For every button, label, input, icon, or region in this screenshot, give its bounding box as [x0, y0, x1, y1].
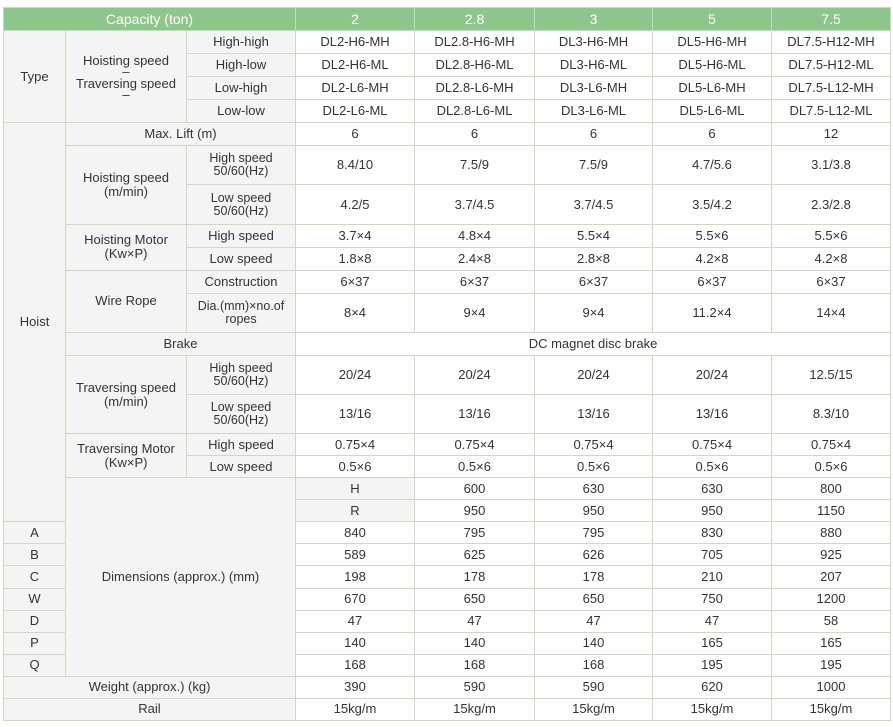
- cell: 4.2/5: [296, 185, 415, 224]
- cell: 5.5×6: [653, 224, 772, 247]
- header-row: [4, 8, 891, 31]
- cell: 1200: [772, 588, 891, 610]
- hoisting-speed-label: Hoisting speed (m/min): [66, 146, 187, 224]
- cell: 0.5×6: [296, 456, 415, 478]
- cell: 8.4/10: [296, 146, 415, 185]
- cell: DL7.5-H12-MH: [772, 31, 891, 54]
- cell: 0.5×6: [772, 456, 891, 478]
- cell: 620: [653, 676, 772, 698]
- cell: 15kg/m: [535, 698, 653, 720]
- cell: DL2-H6-MH: [296, 31, 415, 54]
- cell: 207: [772, 566, 891, 588]
- cell: 9×4: [415, 293, 535, 332]
- cell: DL7.5-H12-ML: [772, 54, 891, 77]
- cell: 8.3/10: [772, 395, 891, 434]
- traversing-speed-label: Traversing speed (m/min): [66, 355, 187, 433]
- table-row: [4, 224, 891, 247]
- cell: DL3-H6-MH: [535, 31, 653, 54]
- cell: 8×4: [296, 293, 415, 332]
- cell: 15kg/m: [415, 698, 535, 720]
- cell: DL7.5-L12-MH: [772, 77, 891, 100]
- cell: 4.2×8: [653, 247, 772, 270]
- cell: DL5-H6-ML: [653, 54, 772, 77]
- cell: 925: [772, 544, 891, 566]
- cell: 140: [535, 632, 653, 654]
- cell: DL7.5-L12-ML: [772, 100, 891, 123]
- hoist-spec-table: [3, 7, 891, 721]
- cell: DL5-L6-MH: [653, 77, 772, 100]
- traversing-speed-text: Traversing speed: [76, 75, 176, 91]
- table-row: [4, 123, 891, 146]
- cell: DL2-H6-ML: [296, 54, 415, 77]
- cell: DL2.8-L6-MH: [415, 77, 535, 100]
- cell: 950: [415, 500, 535, 522]
- cell: 13/16: [296, 395, 415, 434]
- cell: 15kg/m: [772, 698, 891, 720]
- cell: DL5-L6-ML: [653, 100, 772, 123]
- table-row: [4, 31, 891, 54]
- cell: 590: [415, 676, 535, 698]
- cell: 15kg/m: [653, 698, 772, 720]
- cell: 3.7/4.5: [415, 185, 535, 224]
- cell: 47: [653, 610, 772, 632]
- cell: 195: [772, 654, 891, 676]
- cell: 168: [296, 654, 415, 676]
- cell: 12.5/15: [772, 355, 891, 394]
- table-row: [4, 355, 891, 394]
- cell: 650: [535, 588, 653, 610]
- dash-text: –: [122, 63, 130, 79]
- cell: 6×37: [653, 270, 772, 293]
- row-label: High speed: [187, 434, 296, 456]
- row-label: Q: [4, 654, 66, 676]
- traversing-motor-label: Traversing Motor (Kw×P): [66, 434, 187, 478]
- cell: 950: [653, 500, 772, 522]
- cell: 3.5/4.2: [653, 185, 772, 224]
- cell: 168: [535, 654, 653, 676]
- row-label: Dia.(mm)×no.of ropes: [187, 293, 296, 332]
- row-label: W: [4, 588, 66, 610]
- cell: 20/24: [535, 355, 653, 394]
- capacity-col: 3: [535, 8, 653, 31]
- row-label: B: [4, 544, 66, 566]
- cell: DL3-L6-MH: [535, 77, 653, 100]
- cell: 0.75×4: [415, 434, 535, 456]
- cell: 705: [653, 544, 772, 566]
- cell: 750: [653, 588, 772, 610]
- cell: 15kg/m: [296, 698, 415, 720]
- row-label: R: [296, 500, 415, 522]
- row-label: H: [296, 478, 415, 500]
- table-row: [4, 270, 891, 293]
- cell: 1.8×8: [296, 247, 415, 270]
- row-label: Low-low: [187, 100, 296, 123]
- max-lift-label: Max. Lift (m): [66, 123, 296, 146]
- cell: 840: [296, 522, 415, 544]
- cell: DL2.8-H6-ML: [415, 54, 535, 77]
- capacity-col: 2.8: [415, 8, 535, 31]
- cell: 13/16: [415, 395, 535, 434]
- cell: 6×37: [296, 270, 415, 293]
- capacity-col: 7.5: [772, 8, 891, 31]
- row-label: C: [4, 566, 66, 588]
- row-label: Construction: [187, 270, 296, 293]
- cell: 20/24: [653, 355, 772, 394]
- table-row: [4, 332, 891, 355]
- cell: 47: [415, 610, 535, 632]
- cell: 830: [653, 522, 772, 544]
- cell: 795: [535, 522, 653, 544]
- cell: 4.7/5.6: [653, 146, 772, 185]
- cell: DL2.8-H6-MH: [415, 31, 535, 54]
- cell: 6×37: [415, 270, 535, 293]
- row-label: Low speed 50/60(Hz): [187, 185, 296, 224]
- cell: 6: [653, 123, 772, 146]
- cell: 950: [535, 500, 653, 522]
- cell: 5.5×4: [535, 224, 653, 247]
- cell: 168: [415, 654, 535, 676]
- table-row: [4, 434, 891, 456]
- cell: 6: [415, 123, 535, 146]
- cell: 165: [653, 632, 772, 654]
- cell: 4.8×4: [415, 224, 535, 247]
- cell: 800: [772, 478, 891, 500]
- cell: 4.2×8: [772, 247, 891, 270]
- cell: 2.3/2.8: [772, 185, 891, 224]
- cell: 178: [535, 566, 653, 588]
- cell: 600: [415, 478, 535, 500]
- brake-label: Brake: [66, 332, 296, 355]
- cell: 3.1/3.8: [772, 146, 891, 185]
- cell: 795: [415, 522, 535, 544]
- cell: DL2-L6-MH: [296, 77, 415, 100]
- type-group-label: Type: [4, 31, 66, 123]
- cell: 3.7/4.5: [535, 185, 653, 224]
- cell: 670: [296, 588, 415, 610]
- rail-label: Rail: [4, 698, 296, 720]
- cell: 6×37: [535, 270, 653, 293]
- row-label: High speed 50/60(Hz): [187, 355, 296, 394]
- cell: 1150: [772, 500, 891, 522]
- cell: DL2-L6-ML: [296, 100, 415, 123]
- hoist-group-label: Hoist: [4, 123, 66, 522]
- cell: 140: [296, 632, 415, 654]
- cell: 165: [772, 632, 891, 654]
- cell: 5.5×6: [772, 224, 891, 247]
- row-label: P: [4, 632, 66, 654]
- cell: 20/24: [296, 355, 415, 394]
- row-label: High speed 50/60(Hz): [187, 146, 296, 185]
- cell: 12: [772, 123, 891, 146]
- cell: 13/16: [653, 395, 772, 434]
- cell: 14×4: [772, 293, 891, 332]
- table-row: [4, 676, 891, 698]
- cell: 0.5×6: [535, 456, 653, 478]
- row-label: Low speed: [187, 456, 296, 478]
- row-label: A: [4, 522, 66, 544]
- table-row: [4, 146, 891, 185]
- cell: 210: [653, 566, 772, 588]
- hoisting-speed-text: Hoisting speed: [83, 52, 169, 68]
- cell: 390: [296, 676, 415, 698]
- row-label: Low-high: [187, 77, 296, 100]
- row-label: Low speed 50/60(Hz): [187, 395, 296, 434]
- cell: DL2.8-L6-ML: [415, 100, 535, 123]
- weight-label: Weight (approx.) (kg): [4, 676, 296, 698]
- cell: 178: [415, 566, 535, 588]
- cell: 11.2×4: [653, 293, 772, 332]
- cell: 625: [415, 544, 535, 566]
- cell: DL3-L6-ML: [535, 100, 653, 123]
- cell: 2.8×8: [535, 247, 653, 270]
- brake-value: DC magnet disc brake: [296, 332, 891, 355]
- cell: DL5-H6-MH: [653, 31, 772, 54]
- cell: 7.5/9: [535, 146, 653, 185]
- cell: 0.75×4: [653, 434, 772, 456]
- table-row: [4, 698, 891, 720]
- row-label: High speed: [187, 224, 296, 247]
- dimensions-label: Dimensions (approx.) (mm): [66, 478, 296, 676]
- dash-text: –: [122, 86, 130, 102]
- cell: 3.7×4: [296, 224, 415, 247]
- table-row: [4, 478, 891, 500]
- cell: 2.4×8: [415, 247, 535, 270]
- cell: 47: [535, 610, 653, 632]
- cell: 47: [296, 610, 415, 632]
- wire-rope-label: Wire Rope: [66, 270, 187, 332]
- capacity-col: 2: [296, 8, 415, 31]
- cell: 6: [296, 123, 415, 146]
- cell: 0.75×4: [535, 434, 653, 456]
- cell: 140: [415, 632, 535, 654]
- cell: DL3-H6-ML: [535, 54, 653, 77]
- cell: 589: [296, 544, 415, 566]
- cell: 1000: [772, 676, 891, 698]
- cell: 195: [653, 654, 772, 676]
- row-label: High-high: [187, 31, 296, 54]
- cell: 630: [535, 478, 653, 500]
- cell: 626: [535, 544, 653, 566]
- cell: 880: [772, 522, 891, 544]
- cell: 13/16: [535, 395, 653, 434]
- cell: 0.5×6: [653, 456, 772, 478]
- type-speed-label: [66, 31, 187, 123]
- capacity-col: 5: [653, 8, 772, 31]
- cell: 7.5/9: [415, 146, 535, 185]
- cell: 630: [653, 478, 772, 500]
- cell: 0.75×4: [296, 434, 415, 456]
- cell: 9×4: [535, 293, 653, 332]
- cell: 0.75×4: [772, 434, 891, 456]
- cell: 6: [535, 123, 653, 146]
- hoisting-motor-label: Hoisting Motor (Kw×P): [66, 224, 187, 270]
- row-label: D: [4, 610, 66, 632]
- cell: 6×37: [772, 270, 891, 293]
- row-label: High-low: [187, 54, 296, 77]
- capacity-header: Capacity (ton): [4, 8, 296, 31]
- row-label: Low speed: [187, 247, 296, 270]
- cell: 650: [415, 588, 535, 610]
- cell: 0.5×6: [415, 456, 535, 478]
- cell: 590: [535, 676, 653, 698]
- cell: 198: [296, 566, 415, 588]
- cell: 20/24: [415, 355, 535, 394]
- cell: 58: [772, 610, 891, 632]
